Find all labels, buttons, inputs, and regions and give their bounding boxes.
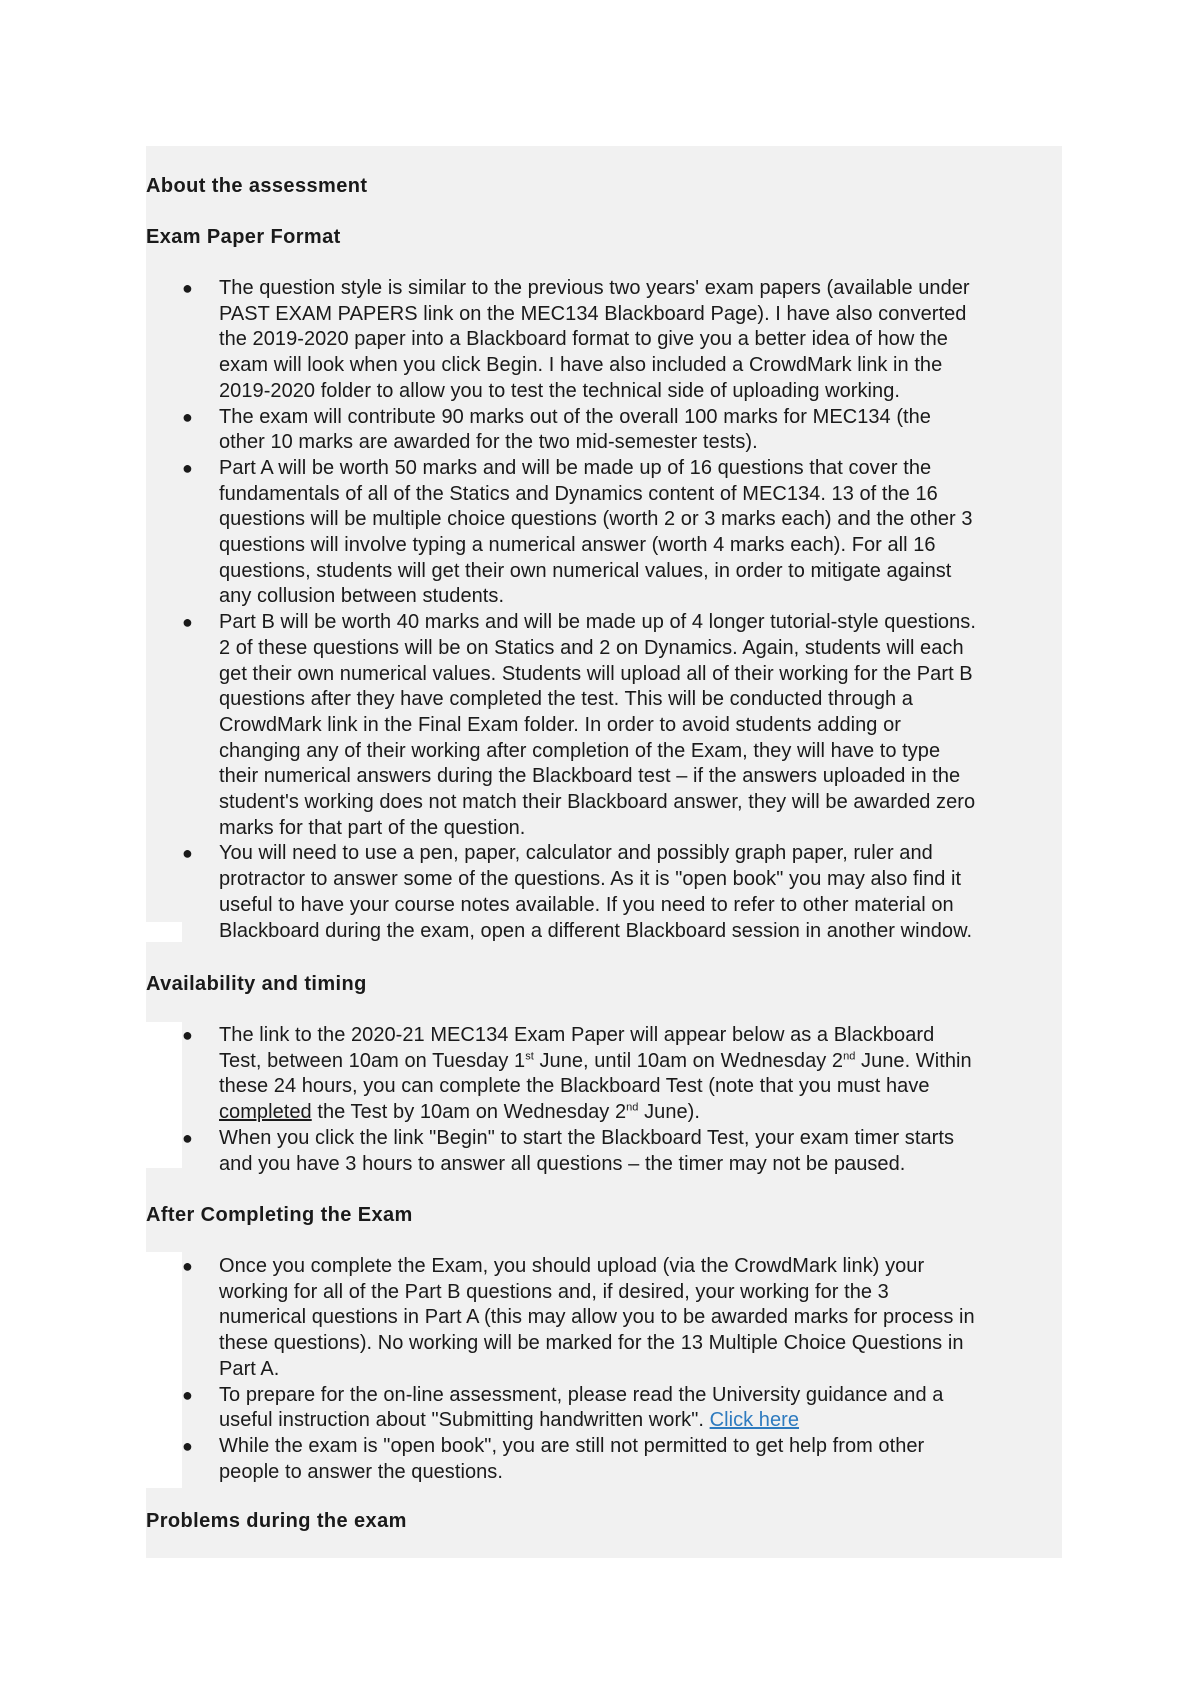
bullet-icon: ● <box>182 843 193 864</box>
text-line: PAST EXAM PAPERS link on the MEC134 Blackboard Page). I have also converted <box>219 302 967 325</box>
text-line: working for all of the Part B questions and, if desired, your working for the 3 <box>219 1280 889 1303</box>
text-segment: June. Within <box>855 1049 972 1072</box>
list-item <box>146 1126 1066 1177</box>
text-segment: the Test by 10am on Wednesday 2 <box>311 1101 627 1124</box>
text-line: student's working does not match their Blackboard answer, they will be awarded zero <box>219 791 976 814</box>
bullet-icon: ● <box>182 1435 193 1456</box>
text-line: To prepare for the on-line assessment, please read the University guidance and a <box>219 1383 944 1406</box>
bullet-icon: ● <box>182 406 193 427</box>
text-line: CrowdMark link in the Final Exam folder. In order to avoid students adding or <box>219 713 901 736</box>
list-item <box>146 405 1066 456</box>
bullet-icon: ● <box>182 1127 193 1148</box>
text-line: exam will look when you click Begin. I have also included a CrowdMark link in the <box>219 354 943 377</box>
text-segment: useful instruction about "Submitting handwritten work". <box>219 1409 710 1432</box>
text-line: While the exam is "open book", you are still not permitted to get help from other <box>219 1434 925 1457</box>
superscript: nd <box>626 1101 639 1114</box>
text-line: these questions). No working will be marked for the 13 Multiple Choice Questions in <box>219 1332 964 1355</box>
text-line: 2019-2020 folder to allow you to test the technical side of uploading working. <box>219 379 900 402</box>
format-bullet-list <box>146 276 1066 944</box>
heading-exam-paper-format: Exam Paper Format <box>146 226 341 248</box>
text-line: Part B will be worth 40 marks and will be made up of 4 longer tutorial-style questions. <box>219 611 976 634</box>
bullet-icon: ● <box>182 278 193 298</box>
text-line: other 10 marks are awarded for the two mid-semester tests). <box>219 431 758 454</box>
text-line: changing any of their working after completion of the Exam, they will have to type <box>219 739 941 762</box>
text-line <box>219 1408 1066 1434</box>
text-line: people to answer the questions. <box>219 1460 503 1483</box>
text-line: any collusion between students. <box>219 585 505 608</box>
text-line: their numerical answers during the Blackboard test – if the answers uploaded in the <box>219 765 961 788</box>
after-bullet-list <box>146 1254 1066 1485</box>
text-segment: June). <box>638 1101 700 1124</box>
text-line: and you have 3 hours to answer all questions – the timer may not be paused. <box>219 1152 906 1175</box>
text-line: Part A will be worth 50 marks and will be made up of 16 questions that cover the <box>219 456 932 479</box>
text-line: marks for that part of the question. <box>219 816 526 839</box>
text-line: numerical questions in Part A (this may allow you to be awarded marks for process in <box>219 1306 975 1329</box>
text-line: protractor to answer some of the questions. As it is "open book" you may also find it <box>219 868 962 891</box>
text-line: questions, students will get their own numerical values, in order to mitigate against <box>219 559 952 582</box>
document-page <box>146 146 1062 1558</box>
underlined-text: completed <box>219 1101 312 1124</box>
text-segment: Test, between 10am on Tuesday 1 <box>219 1049 526 1072</box>
heading-about-assessment: About the assessment <box>146 175 368 197</box>
text-line: useful to have your course notes available. If you need to refer to other material on <box>219 893 954 916</box>
bullet-icon: ● <box>182 1384 193 1405</box>
bullet-icon: ● <box>182 1256 193 1276</box>
text-line: the 2019-2020 paper into a Blackboard format to give you a better idea of how the <box>219 328 948 351</box>
list-item <box>146 841 1066 944</box>
heading-after-completing: After Completing the Exam <box>146 1204 413 1226</box>
list-item <box>146 1383 1066 1434</box>
list-item <box>146 1434 1066 1485</box>
text-line: fundamentals of all of the Statics and Dynamics content of MEC134. 13 of the 16 <box>219 482 938 505</box>
click-here-link[interactable]: Click here <box>709 1409 800 1432</box>
list-item <box>146 276 1066 405</box>
list-item <box>146 1023 1066 1126</box>
text-line: Blackboard during the exam, open a different Blackboard session in another window. <box>219 919 973 942</box>
text-line: questions after they have completed the test. This will be conducted through a <box>219 688 913 711</box>
text-line: The link to the 2020-21 MEC134 Exam Paper will appear below as a Blackboard <box>219 1024 935 1046</box>
list-item <box>146 1254 1066 1383</box>
text-line: Once you complete the Exam, you should upload (via the CrowdMark link) your <box>219 1255 925 1277</box>
bullet-icon: ● <box>182 612 193 633</box>
text-line: questions will involve typing a numerical answer (worth 4 marks each). For all 16 <box>219 534 936 557</box>
text-line: When you click the link "Begin" to start the Blackboard Test, your exam timer starts <box>219 1126 954 1149</box>
bullet-icon: ● <box>182 1025 193 1045</box>
list-item <box>146 610 1066 841</box>
superscript: nd <box>843 1050 856 1063</box>
text-line: get their own numerical values. Students will upload all of their working for the Part B <box>219 662 973 685</box>
text-line: these 24 hours, you can complete the Blackboard Test (note that you must have <box>219 1075 930 1098</box>
text-line: You will need to use a pen, paper, calculator and possibly graph paper, ruler and <box>219 842 933 865</box>
text-line: 2 of these questions will be on Statics and 2 on Dynamics. Again, students will each <box>219 636 964 659</box>
text-line: The exam will contribute 90 marks out of the overall 100 marks for MEC134 (the <box>219 405 931 428</box>
availability-bullet-list <box>146 1023 1066 1177</box>
text-line: The question style is similar to the previous two years' exam papers (available under <box>219 277 970 299</box>
text-line: Part A. <box>219 1357 280 1380</box>
text-line <box>219 1100 1066 1126</box>
text-segment: June, until 10am on Wednesday 2 <box>533 1049 844 1072</box>
superscript: st <box>525 1050 534 1063</box>
list-item <box>146 456 1066 610</box>
text-line: questions will be multiple choice questions (worth 2 or 3 marks each) and the other 3 <box>219 508 973 531</box>
heading-problems-during-exam: Problems during the exam <box>146 1510 407 1532</box>
text-line <box>219 1049 1066 1075</box>
bullet-icon: ● <box>182 457 193 478</box>
heading-availability-timing: Availability and timing <box>146 973 367 995</box>
